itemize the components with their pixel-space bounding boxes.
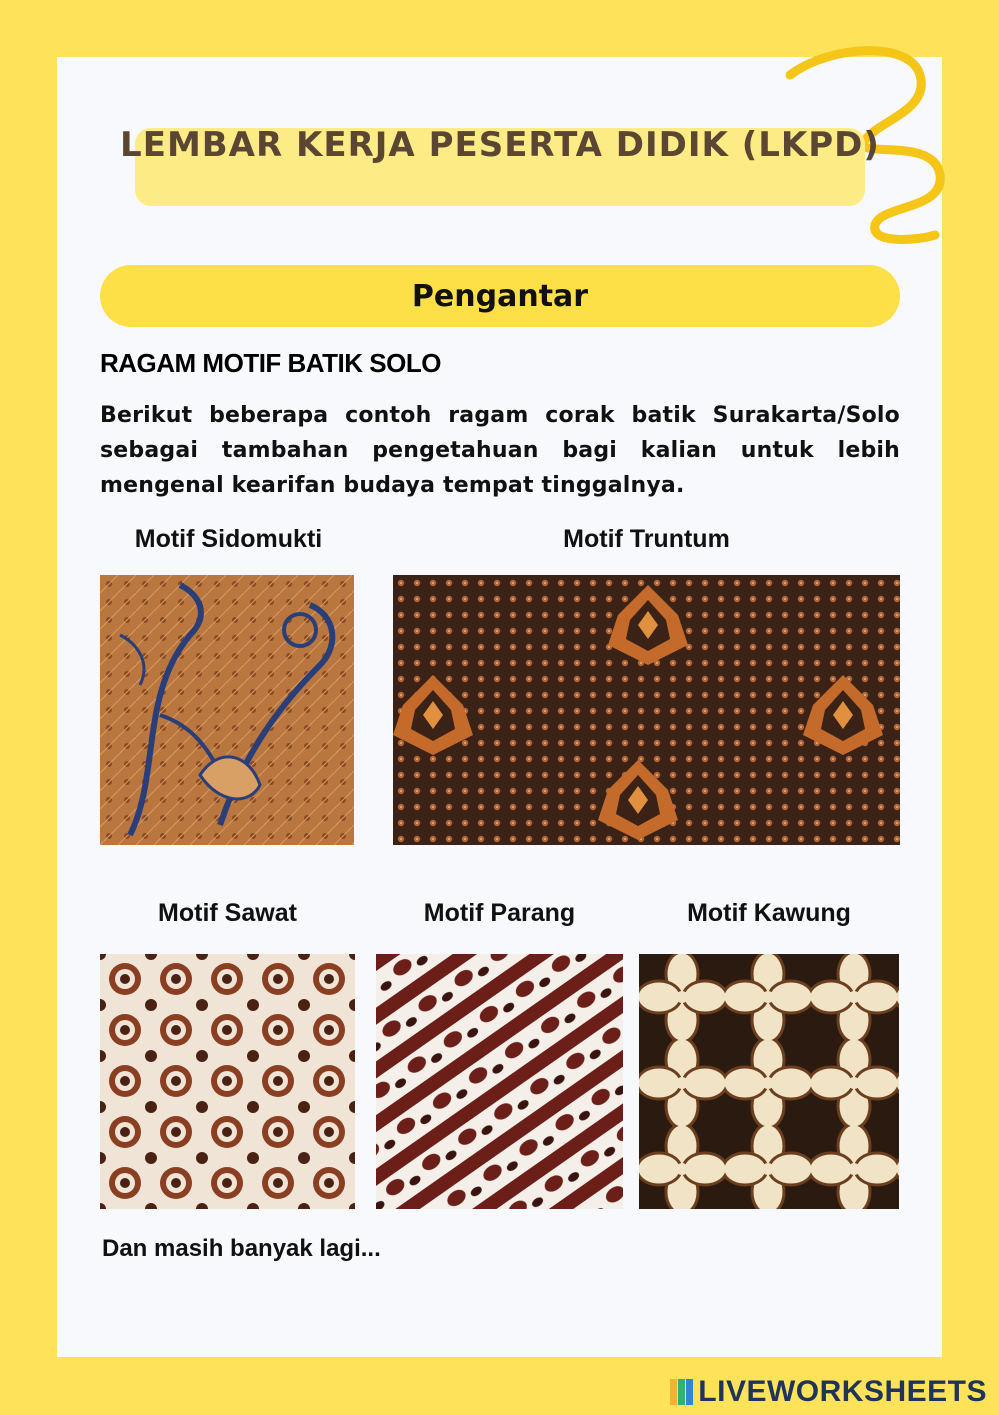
liveworksheets-icon: [670, 1379, 694, 1405]
caption-truntum: Motif Truntum: [563, 525, 730, 553]
closing-text: Dan masih banyak lagi...: [102, 1235, 381, 1262]
intro-paragraph: Berikut beberapa contoh ragam corak batik Surakarta/Solo sebagai tambahan pengetahuan bagi kalian untuk lebih mengenal kearifan budaya tempat tinggalnya.: [100, 403, 900, 498]
batik-sidomukti-photo: [100, 575, 354, 845]
content-heading: RAGAM MOTIF BATIK SOLO: [100, 348, 441, 378]
batik-truntum-photo: [393, 575, 900, 845]
batik-kawung-photo: [639, 954, 899, 1209]
caption-sidomukti: Motif Sidomukti: [134, 525, 323, 553]
caption-kawung: Motif Kawung: [687, 899, 851, 927]
brand-text: LIVEWORKSHEETS: [698, 1375, 987, 1408]
liveworksheets-logo[interactable]: [670, 1375, 987, 1409]
section-label-pill: [100, 265, 900, 327]
caption-sawat: Motif Sawat: [158, 899, 297, 927]
caption-parang: Motif Parang: [423, 899, 576, 927]
batik-parang-photo: [376, 954, 623, 1209]
worksheet-title: LEMBAR KERJA PESERTA DIDIK (LKPD): [120, 125, 880, 165]
section-label: Pengantar: [411, 278, 589, 314]
batik-sawat-photo: [100, 954, 355, 1209]
